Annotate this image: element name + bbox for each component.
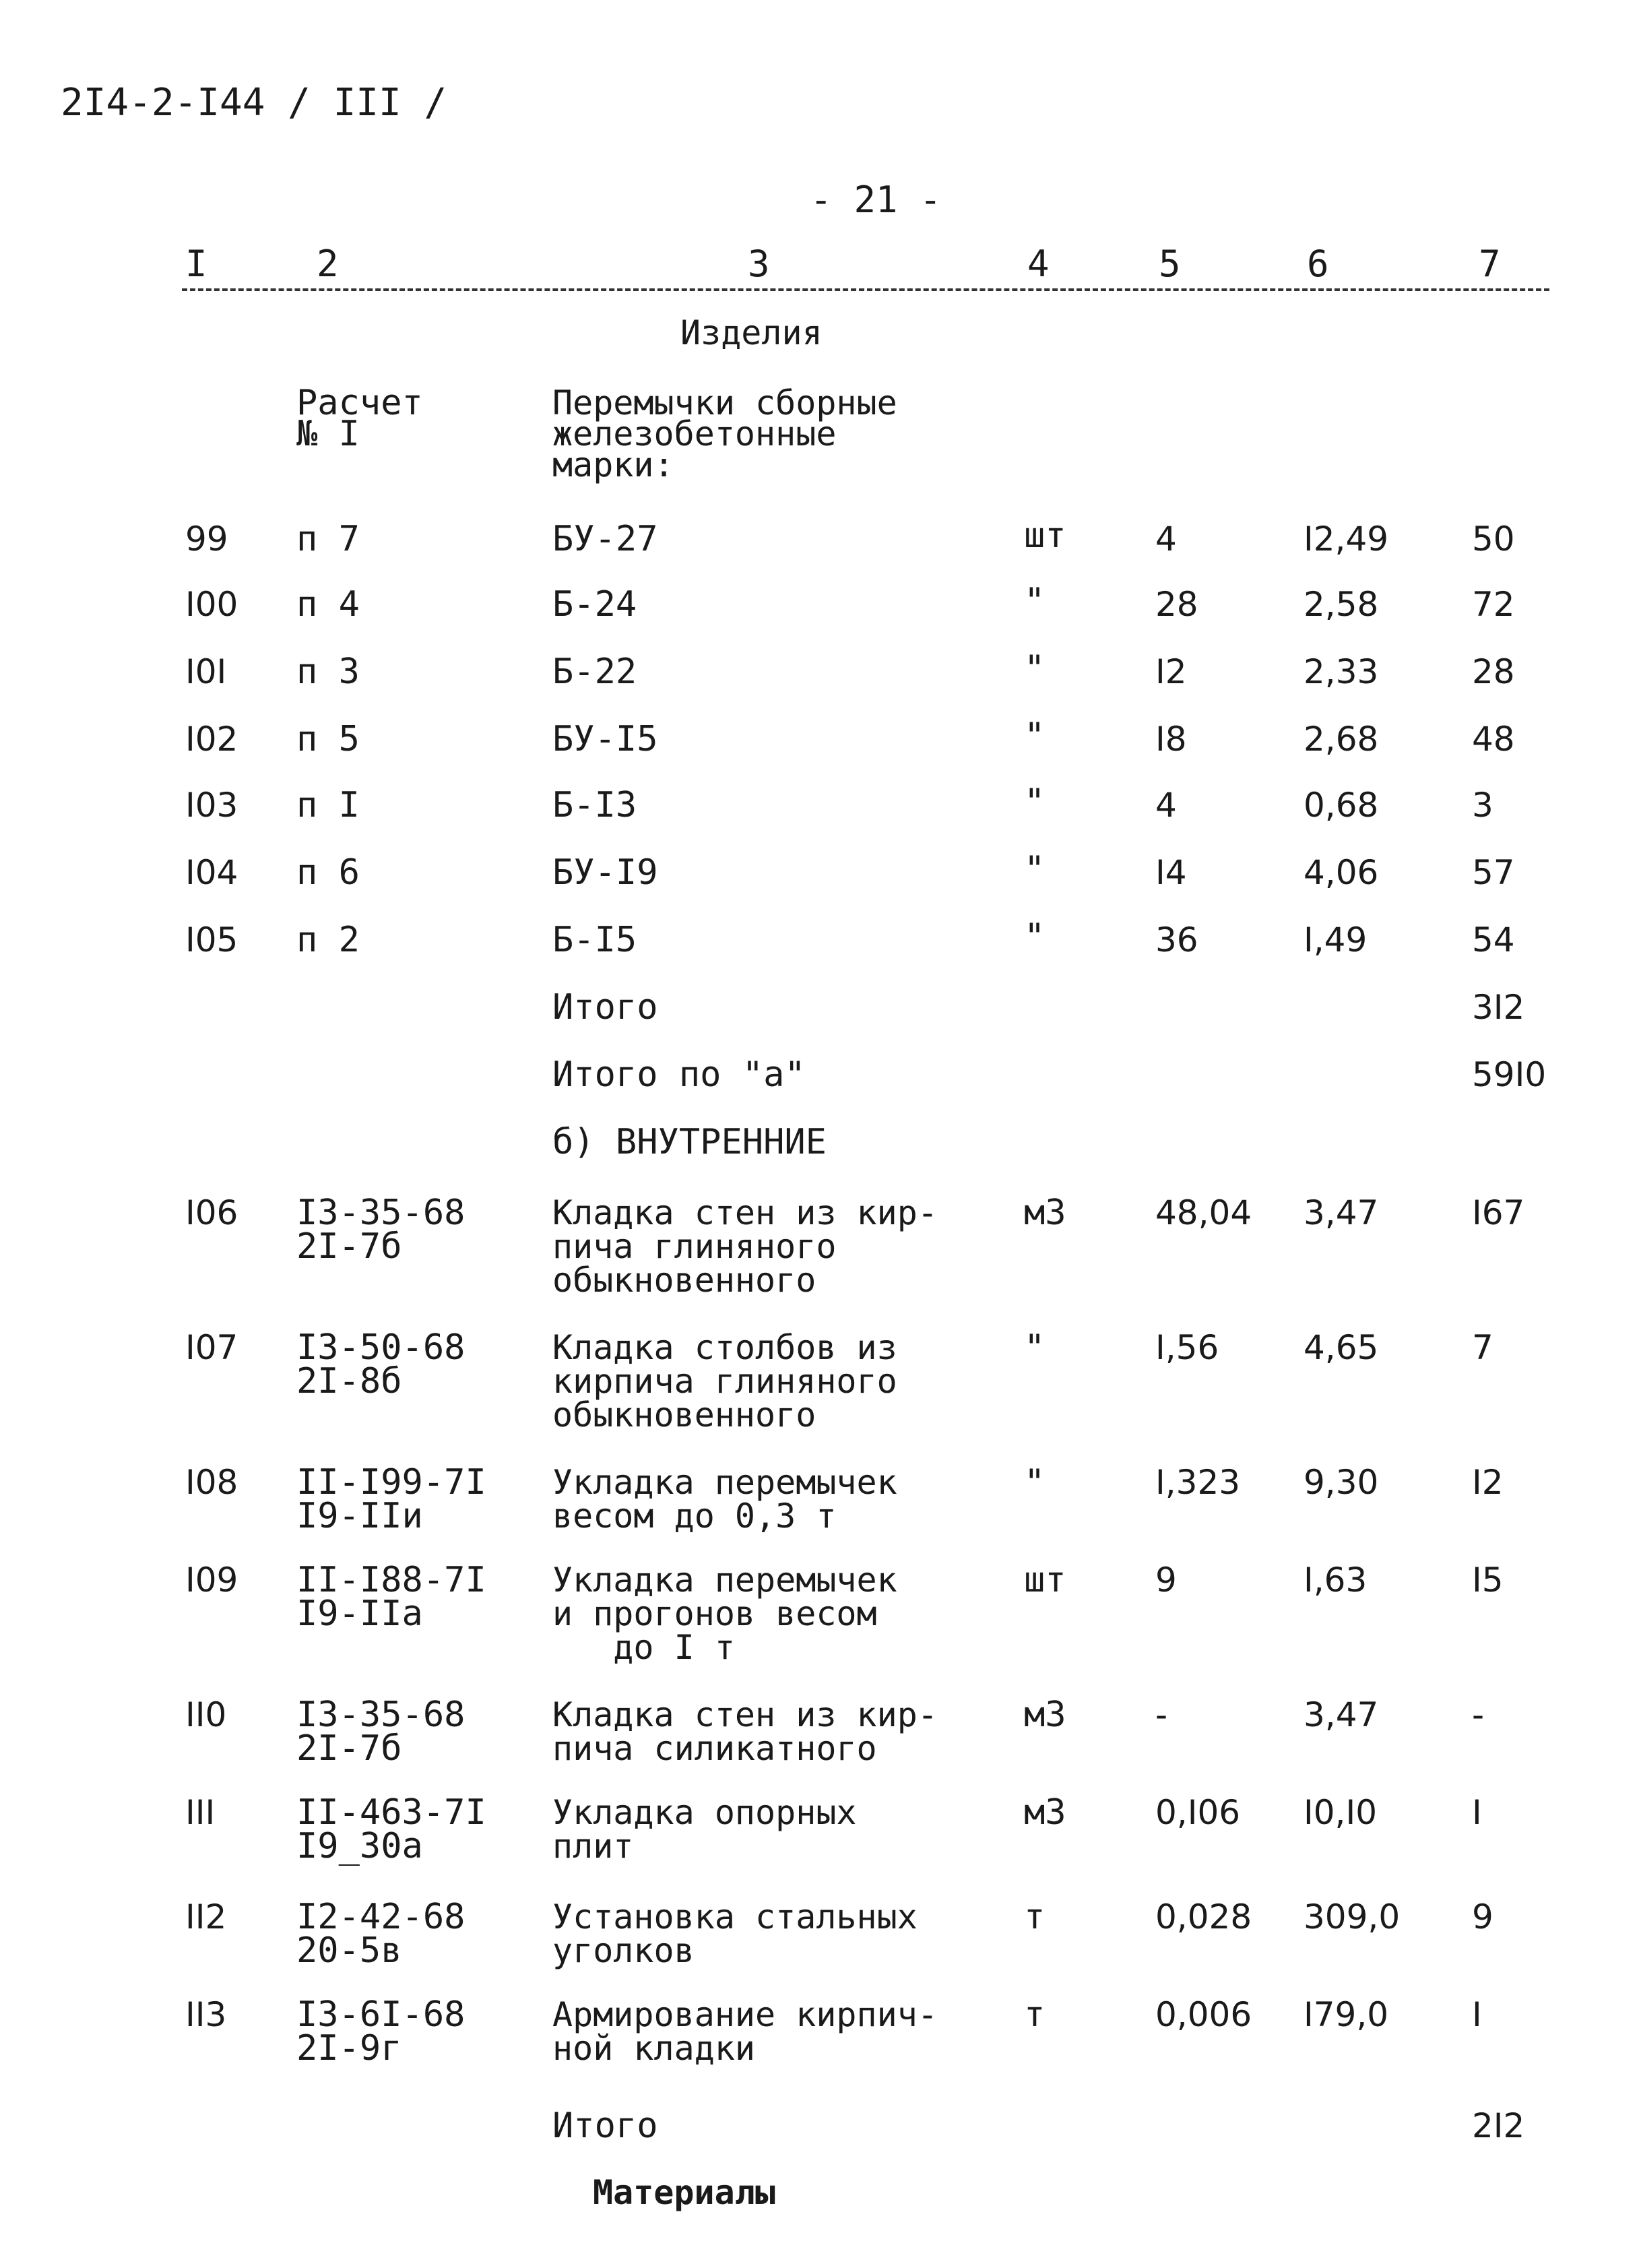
row-total: I2: [1472, 1463, 1504, 1502]
row-reference: п 2: [296, 920, 360, 960]
row-quantity: I2: [1155, 652, 1187, 691]
row-item-name: Укладка перемычек и прогонов весом до I т: [552, 1561, 897, 1667]
row-unit-price: 4,06: [1304, 853, 1379, 892]
row-unit: т: [1024, 1994, 1046, 2035]
row-total: 28: [1472, 652, 1515, 691]
subtotal-label: Итого: [552, 987, 658, 1028]
row-item-name: БУ-27: [552, 519, 658, 559]
total-b-label: Итого: [552, 2106, 658, 2146]
row-total: I: [1472, 1793, 1482, 1832]
row-reference: п I: [296, 785, 360, 825]
row-unit-price: 3,47: [1304, 1193, 1379, 1232]
column-header-5: 5: [1159, 243, 1181, 285]
row-item-name: Армирование кирпич- ной кладки: [552, 1995, 938, 2068]
row-total: 7: [1472, 1328, 1493, 1367]
row-total: 50: [1472, 519, 1515, 559]
row-number: I0I: [185, 652, 227, 691]
row-number: III: [185, 1793, 216, 1832]
row-reference: п 3: [296, 652, 360, 692]
row-unit-price: 3,47: [1304, 1695, 1379, 1734]
row-number: I07: [185, 1328, 238, 1367]
row-item-name: Укладка перемычек весом до 0,3 т: [552, 1463, 897, 1536]
row-unit-price: 4,65: [1304, 1328, 1379, 1367]
row-number: I04: [185, 853, 238, 892]
row-total: I5: [1472, 1561, 1504, 1600]
section-title-products: Изделия: [680, 313, 823, 352]
row-reference: п 7: [296, 519, 360, 559]
total-a-value: 59I0: [1472, 1055, 1547, 1094]
row-unit: ": [1024, 1462, 1046, 1503]
row-total: 3: [1472, 786, 1493, 825]
row-total: I67: [1472, 1193, 1525, 1232]
row-unit-price: I79,0: [1304, 1995, 1389, 2034]
row-unit: ": [1024, 782, 1046, 822]
row-total: -: [1472, 1695, 1485, 1734]
row-number: II3: [185, 1995, 227, 2034]
row-item-name: Б-22: [552, 652, 637, 692]
row-item-name: Кладка стен из кир- пича силикатного: [552, 1695, 938, 1768]
row-reference: п 5: [296, 719, 360, 759]
column-header-6: 6: [1307, 243, 1329, 285]
row-unit: ": [1024, 716, 1046, 756]
total-b-value: 2I2: [1472, 2106, 1525, 2145]
lintels-heading: Перемычки сборные железобетонные марки:: [552, 383, 897, 484]
row-quantity: 28: [1155, 585, 1198, 624]
row-unit-price: 309,0: [1304, 1897, 1401, 1936]
row-reference: I2-42-68 20-5в: [296, 1897, 465, 1971]
row-reference: I3-6I-68 2I-9г: [296, 1994, 465, 2069]
row-number: I09: [185, 1561, 238, 1600]
column-header-2: 2: [317, 243, 339, 285]
row-unit-price: 2,58: [1304, 585, 1379, 624]
row-total: 9: [1472, 1897, 1493, 1936]
row-unit: ": [1024, 849, 1046, 889]
subtotal-value: 3I2: [1472, 988, 1525, 1027]
page-number: - 21 -: [810, 179, 942, 221]
row-quantity: 36: [1155, 920, 1198, 959]
row-item-name: Б-I3: [552, 785, 637, 825]
row-unit-price: 0,68: [1304, 786, 1379, 825]
row-unit: м3: [1024, 1695, 1066, 1735]
row-reference: п 6: [296, 852, 360, 893]
row-reference: II-I88-7I I9-IIа: [296, 1560, 486, 1634]
row-item-name: Б-24: [552, 584, 637, 625]
row-unit: ": [1024, 648, 1046, 689]
column-header-1: I: [185, 243, 207, 285]
row-unit-price: I,63: [1304, 1561, 1368, 1600]
total-a-label: Итого по "а": [552, 1054, 806, 1095]
row-total: 57: [1472, 853, 1515, 892]
section-title-internal: б) ВНУТРЕННИЕ: [552, 1122, 827, 1162]
row-unit: м3: [1024, 1792, 1066, 1833]
row-number: I06: [185, 1193, 238, 1232]
row-reference: I3-35-68 2I-7б: [296, 1193, 465, 1267]
row-quantity: I,56: [1155, 1328, 1219, 1367]
row-unit-price: I2,49: [1304, 519, 1389, 559]
row-item-name: Кладка стен из кир- пича глиняного обыкновенного: [552, 1193, 938, 1300]
row-number: I05: [185, 920, 238, 959]
row-quantity: -: [1155, 1695, 1168, 1734]
row-item-name: Кладка столбов из кирпича глиняного обыкновенного: [552, 1328, 897, 1435]
row-reference: I3-50-68 2I-8б: [296, 1327, 465, 1401]
row-reference: II-463-7I I9_30а: [296, 1792, 486, 1866]
row-unit-price: 2,68: [1304, 720, 1379, 759]
section-title-materials: Материалы: [593, 2173, 775, 2212]
row-number: II0: [185, 1695, 227, 1734]
header-divider: [182, 288, 1549, 291]
row-quantity: I4: [1155, 853, 1187, 892]
row-unit: м3: [1024, 1193, 1066, 1233]
row-quantity: 0,028: [1155, 1897, 1252, 1936]
row-item-name: Установка стальных уголков: [552, 1897, 918, 1970]
row-unit: шт: [1024, 515, 1066, 556]
row-total: 72: [1472, 585, 1515, 624]
row-item-name: БУ-I5: [552, 719, 658, 759]
row-item-name: Б-I5: [552, 920, 637, 960]
column-header-7: 7: [1479, 243, 1501, 285]
row-unit: шт: [1024, 1560, 1066, 1600]
row-number: I03: [185, 786, 238, 825]
row-unit: т: [1024, 1897, 1046, 1937]
row-unit: ": [1024, 916, 1046, 957]
row-unit: ": [1024, 1327, 1046, 1368]
row-quantity: 9: [1155, 1561, 1177, 1600]
row-unit-price: I0,I0: [1304, 1793, 1378, 1832]
row-total: 54: [1472, 920, 1515, 959]
row-item-name: Укладка опорных плит: [552, 1793, 857, 1866]
row-reference: п 4: [296, 584, 360, 625]
row-number: II2: [185, 1897, 227, 1936]
row-reference: I3-35-68 2I-7б: [296, 1695, 465, 1769]
row-quantity: 0,I06: [1155, 1793, 1241, 1832]
column-header-3: 3: [748, 243, 770, 285]
row-number: I02: [185, 720, 238, 759]
row-number: I00: [185, 585, 238, 624]
row-item-name: БУ-I9: [552, 852, 658, 893]
document-code: 2I4-2-I44 / III /: [61, 81, 447, 125]
row-number: 99: [185, 519, 228, 559]
row-quantity: I8: [1155, 720, 1187, 759]
row-unit-price: I,49: [1304, 920, 1368, 959]
row-number: I08: [185, 1463, 238, 1502]
row-quantity: 0,006: [1155, 1995, 1252, 2034]
row-quantity: 48,04: [1155, 1193, 1252, 1232]
row-quantity: 4: [1155, 519, 1177, 559]
column-header-4: 4: [1027, 243, 1050, 285]
row-total: I: [1472, 1995, 1482, 2034]
row-unit-price: 9,30: [1304, 1463, 1379, 1502]
row-quantity: 4: [1155, 786, 1177, 825]
row-total: 48: [1472, 720, 1515, 759]
row-reference: II-I99-7I I9-IIи: [296, 1462, 486, 1536]
row-unit: ": [1024, 581, 1046, 621]
row-quantity: I,323: [1155, 1463, 1241, 1502]
row-unit-price: 2,33: [1304, 652, 1379, 691]
calc-reference: Расчет № I: [296, 383, 423, 454]
